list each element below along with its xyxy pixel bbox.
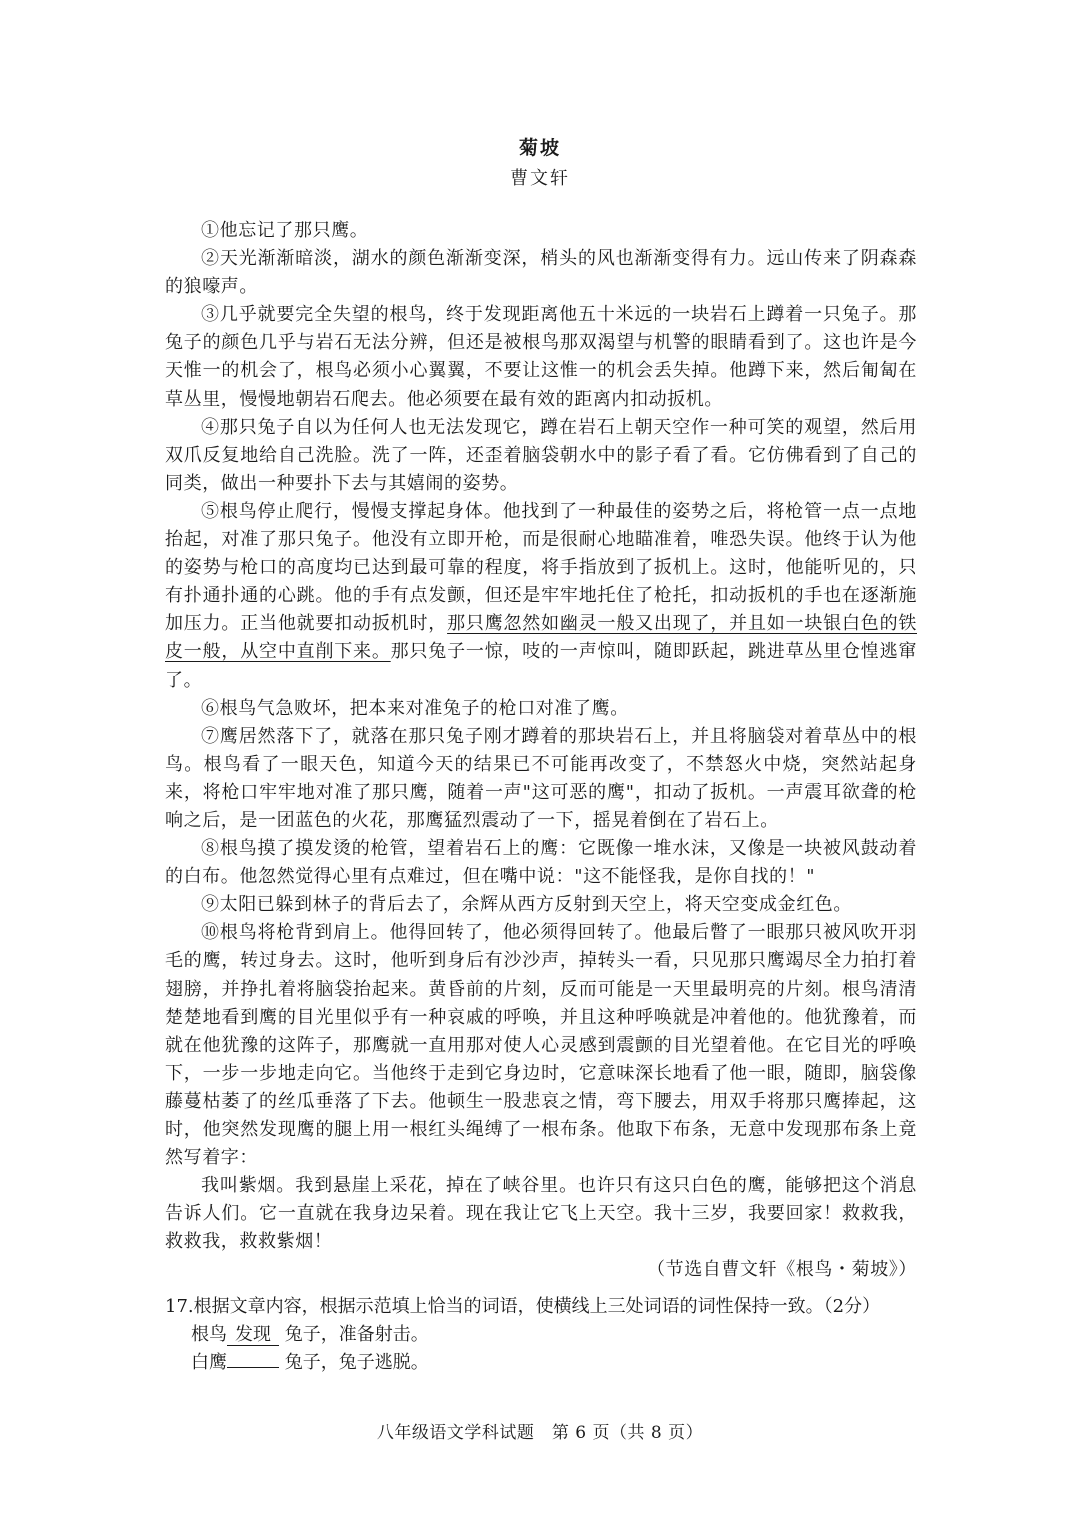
article-author: 曹文轩 xyxy=(510,168,570,189)
page-footer: 八年级语文学科试题 第 6 页（共 8 页） xyxy=(376,1423,704,1443)
answer-line-2: 白鹰 兔子，兔子逃脱。 xyxy=(191,1352,429,1373)
article-title: 菊坡 xyxy=(518,137,561,159)
answer-line-1: 根鸟 发现 兔子，准备射击。 xyxy=(191,1324,429,1345)
paragraph-9: ⑨太阳已躲到林子的背后去了，余辉从西方反射到天空上，将天空变成金红色。 xyxy=(201,894,852,916)
source-citation: （节选自曹文轩《根鸟・菊坡》） xyxy=(647,1259,917,1281)
paragraph-6: ⑥根鸟气急败坏，把本来对准兔子的枪口对准了鹰。 xyxy=(201,697,629,719)
example-fill: 发现 xyxy=(227,1325,279,1346)
question-stem: 17.根据文章内容，根据示范填上恰当的词语，使横线上三处词语的词性保持一致。（2分） xyxy=(165,1296,881,1317)
paragraph-1: ①他忘记了那只鹰。 xyxy=(201,220,369,241)
paragraph-5-after: 那只兔子一惊，吱的一声惊叫，随即跃起，跳进草丛里仓惶逃窜了。 xyxy=(165,641,918,691)
underlined-sentence: 那只鹰忽然如幽灵一般又出现了，并且如一块银白色的铁皮一般，从空中直削下来。 xyxy=(165,613,917,663)
paragraph-2: ②天光渐渐暗淡，湖水的颜色渐渐变深，梢头的风也渐渐变得有力。远山传来了阴森森的狼嚎声。 xyxy=(165,248,917,298)
note-text: 我叫紫烟。我到悬崖上采花，掉在了峡谷里。也许只有这只白色的鹰，能够把这个消息告诉人们。它一直就在我身边呆着。现在我让它飞上天空。我十三岁，我要回家！救救我，救救我，救救紫烟！ xyxy=(165,1175,917,1253)
paragraph-8: ⑧根鸟摸了摸发烫的枪管，望着岩石上的鹰：它既像一堆水沫，又像是一块被风鼓动着的白布。他忽然觉得心里有点难过，但在嘴中说："这不能怪我，是你自找的！" xyxy=(165,838,917,888)
paragraph-7: ⑦鹰居然落下了，就落在那只兔子刚才蹲着的那块岩石上，并且将脑袋对着草丛中的根鸟。根鸟看了一眼天色，知道今天的结果已不可能再改变了，不禁怒火中烧，突然站起身来，将枪口牢牢地对准了那只鹰，随着一声"这可恶的鹰"，扣动了扳机。一声震耳欲聋的枪响之后，是一团蓝色的火花，那鹰猛烈震动了一下，摇晃着倒在了岩石上。 xyxy=(165,725,917,831)
answer-blank[interactable] xyxy=(227,1367,279,1368)
question-17 xyxy=(165,1293,925,1377)
paragraph-5 xyxy=(165,498,917,695)
paragraph-4: ④那只兔子自以为任何人也无法发现它，蹲在岩石上朝天空作一种可笑的观望，然后用双爪反复地给自己洗脸。洗了一阵，还歪着脑袋朝水中的影子看了看。它仿佛看到了自己的同类，做出一种要扑下去与其嬉闹的姿势。 xyxy=(165,416,917,494)
paragraph-10: ⑩根鸟将枪背到肩上。他得回转了，他必须得回转了。他最后瞥了一眼那只被风吹开羽毛的鹰，转过身去。这时，他听到身后有沙沙声，掉转头一看，只见那只鹰竭尽全力拍打着翅膀，并挣扎着将脑袋抬起来。黄昏前的片刻，反而可能是一天里最明亮的片刻。根鸟清清楚楚地看到鹰的目光里似乎有一种哀戚的呼唤，并且这种呼唤就是冲着他的。他犹豫着，而就在他犹豫的这阵子，那鹰就一直用那对使人心灵感到震颤的目光望着他。在它目光的呼唤下，一步一步地走向它。当他终于走到它身边时，它意味深长地看了他一眼，随即，脑袋像藤蔓枯萎了的丝瓜垂落了下去。他顿生一股悲哀之情，弯下腰去，用双手将那只鹰捧起，这时，他突然发现鹰的腿上用一根红头绳缚了一根布条。他取下布条，无意中发现那布条上竟然写着字： xyxy=(165,922,917,1169)
paragraph-5-before: ⑤根鸟停止爬行，慢慢支撑起身体。他找到了一种最佳的姿势之后，将枪管一点一点地抬起，对准了那只兔子。他没有立即开枪，而是很耐心地瞄准着，唯恐失误。他终于认为他的姿势与枪口的高度均已达到最可靠的程度，将手指放到了扳机上。这时，他能听见的，只有扑通扑通的心跳。他的手有点发颤，但还是牢牢地托住了枪托，扣动扳机的手也在逐渐施加压力。正当他就要扣动扳机时， xyxy=(165,500,917,635)
article-body xyxy=(165,217,917,1285)
paragraph-3: ③几乎就要完全失望的根鸟，终于发现距离他五十米远的一块岩石上蹲着一只兔子。那兔子的颜色几乎与岩石无法分辨，但还是被根鸟那双渴望与机警的眼睛看到了。这也许是今天惟一的机会了，根鸟必须小心翼翼，不要让这惟一的机会丢失掉。他蹲下来，然后匍匐在草丛里，慢慢地朝岩石爬去。他必须要在最有效的距离内扣动扳机。 xyxy=(165,304,917,410)
